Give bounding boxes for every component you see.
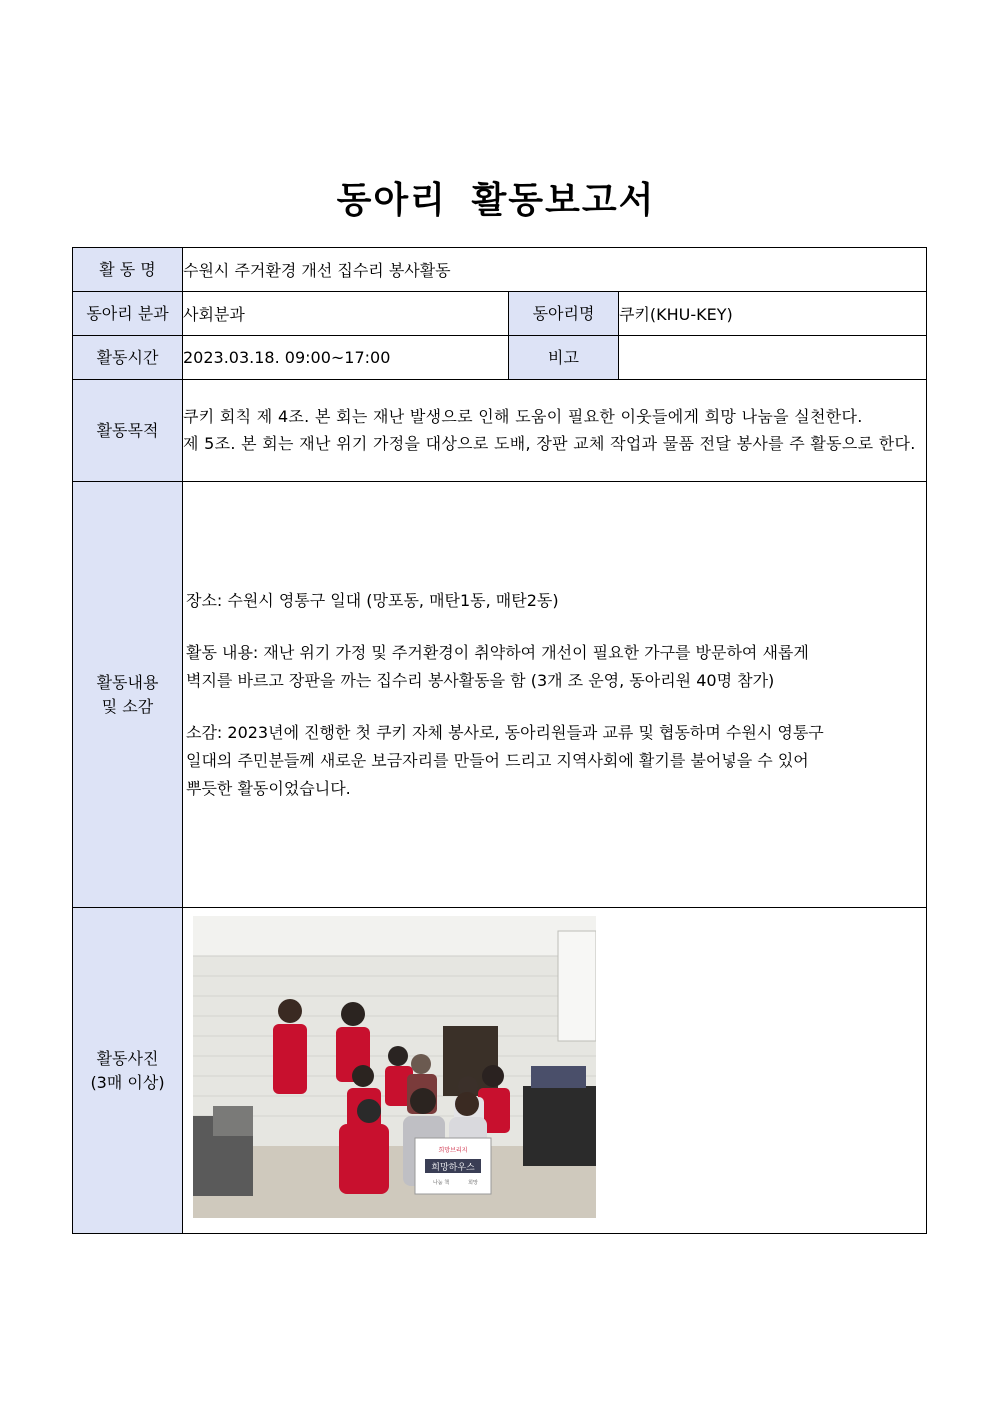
- label-photos: [73, 908, 183, 1234]
- activity-photo: [193, 916, 596, 1218]
- content-impression-line-2: 일대의 주민분들께 새로운 보금자리를 만들어 드리고 지역사회에 활기를 불어넣을 수 있어: [186, 750, 809, 770]
- label-content-line-2: 및 소감: [101, 696, 154, 716]
- report-table: [72, 247, 927, 1234]
- label-club-name: 동아리명: [509, 292, 619, 336]
- label-remarks: 비고: [509, 336, 619, 380]
- label-content: [73, 482, 183, 908]
- content-place: 장소: 수원시 영통구 일대 (망포동, 매탄1동, 매탄2동): [186, 590, 559, 610]
- content-impression-line-3: 뿌듯한 활동이었습니다.: [186, 778, 351, 798]
- row-activity-name: [73, 248, 927, 292]
- label-content-line-1: 활동내용: [96, 672, 159, 692]
- value-photos: [183, 908, 927, 1234]
- value-remarks: [619, 336, 927, 380]
- content-activity-line-2: 벽지를 바르고 장판을 까는 집수리 봉사활동을 함 (3개 조 운영, 동아리원 40명 참가): [186, 670, 775, 690]
- row-purpose: [73, 380, 927, 482]
- value-club-division: 사회분과: [183, 292, 509, 336]
- content-block: [183, 587, 926, 803]
- sign-sub-right-text: 희망: [468, 1180, 478, 1186]
- purpose-line-1: 쿠키 회칙 제 4조. 본 회는 재난 발생으로 인해 도움이 필요한 이웃들에게 희망 나눔을 실천한다.: [183, 407, 863, 426]
- label-activity-time: 활동시간: [73, 336, 183, 380]
- value-club-name: 쿠키(KHU-KEY): [619, 292, 927, 336]
- row-club: [73, 292, 927, 336]
- label-photos-line-1: 활동사진: [96, 1048, 159, 1068]
- row-content: [73, 482, 927, 908]
- purpose-line-2: 제 5조. 본 회는 재난 위기 가정을 대상으로 도배, 장판 교체 작업과 물품 전달 봉사를 주 활동으로 한다.: [183, 433, 916, 453]
- value-activity-time: 2023.03.18. 09:00~17:00: [183, 336, 509, 380]
- label-activity-name: 활 동 명: [73, 248, 183, 292]
- group-photo-illustration: [193, 916, 596, 1218]
- sign-org-text: 희망브리지: [438, 1147, 468, 1154]
- content-impression-line-1: 소감: 2023년에 진행한 첫 쿠키 자체 봉사로, 동아리원들과 교류 및 협동하며 수원시 영통구: [186, 722, 824, 742]
- sign-sub-left-text: 나눔 책: [432, 1180, 450, 1186]
- label-club-division: 동아리 분과: [73, 292, 183, 336]
- document-title: 동아리 활동보고서: [336, 180, 656, 221]
- row-time: [73, 336, 927, 380]
- label-photos-line-2: (3매 이상): [90, 1072, 165, 1092]
- value-purpose: [183, 380, 927, 482]
- row-photos: [73, 908, 927, 1234]
- sign-title-text: 희망하우스: [431, 1163, 475, 1173]
- content-activity-line-1: 활동 내용: 재난 위기 가정 및 주거환경이 취약하여 개선이 필요한 가구를 방문하여 새롭게: [186, 642, 809, 662]
- value-activity-name: 수원시 주거환경 개선 집수리 봉사활동: [183, 248, 927, 292]
- value-content: [183, 482, 927, 908]
- label-purpose: 활동목적: [73, 380, 183, 482]
